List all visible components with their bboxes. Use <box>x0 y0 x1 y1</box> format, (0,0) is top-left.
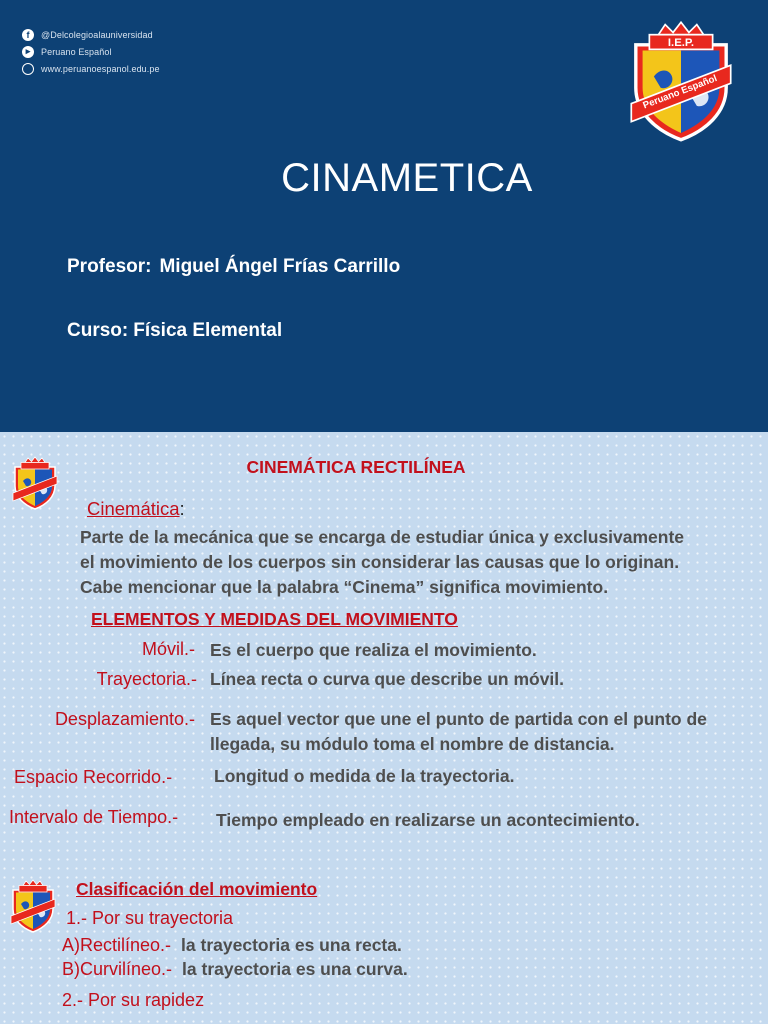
website-link[interactable] <box>22 60 160 77</box>
definition-term: Cinemática <box>87 498 180 519</box>
rectilinear-desc: la trayectoria es una recta. <box>181 935 402 955</box>
facebook-link[interactable] <box>22 26 160 43</box>
curvilinear-label: B)Curvilíneo.- <box>62 959 173 979</box>
term-desplazamiento: Desplazamiento.- <box>54 709 195 729</box>
term-movil: Móvil.- <box>142 639 195 659</box>
definition-line-2: el movimiento de los cuerpos sin considerar las causas que lo originan. <box>80 552 680 572</box>
desc-espacio-recorrido: Longitud o medida de la trayectoria. <box>214 766 515 786</box>
cover-slide <box>0 0 768 432</box>
definition-line-1: Parte de la mecánica que se encarga de estudiar única y exclusivamente <box>80 527 685 547</box>
school-crest-small-bottom <box>8 879 58 933</box>
social-links <box>22 26 160 77</box>
curvilinear-desc: la trayectoria es una curva. <box>182 959 408 979</box>
desc-movil: Es el cuerpo que realiza el movimiento. <box>210 640 537 660</box>
definition-colon: : <box>179 498 185 519</box>
youtube-link[interactable] <box>22 43 160 60</box>
term-intervalo-tiempo: Intervalo de Tiempo.- <box>9 807 179 827</box>
elements-heading: ELEMENTOS Y MEDIDAS DEL MOVIMIENTO <box>91 609 458 629</box>
classification-heading: Clasificación del movimiento <box>76 879 318 899</box>
course-name: Física Elemental <box>133 320 283 341</box>
teacher-label: Profesor: <box>67 256 152 277</box>
youtube-channel: Peruano Español <box>41 46 112 57</box>
course-line <box>67 320 282 342</box>
by-trajectory: 1.- Por su trayectoria <box>66 908 234 928</box>
course-label: Curso: <box>67 320 129 341</box>
desc-trayectoria: Línea recta o curva que describe un móvil. <box>210 669 565 689</box>
desc-desplazamiento-2: llegada, su módulo toma el nombre de distancia. <box>210 734 615 754</box>
rectilinear-line <box>62 935 402 956</box>
crest-banner-text: I.E.P. <box>667 36 695 49</box>
curvilinear-line <box>62 959 408 980</box>
term-trayectoria: Trayectoria.- <box>96 669 197 689</box>
rectilinear-label: A)Rectilíneo.- <box>62 935 172 955</box>
crest-ribbon-text: Peruano Español <box>641 73 719 112</box>
term-espacio-recorrido: Espacio Recorrido.- <box>14 767 173 787</box>
desc-intervalo-tiempo: Tiempo empleado en realizarse un acontecimiento. <box>216 810 640 830</box>
teacher-line <box>67 256 400 278</box>
slide-title: CINAMETICA <box>281 156 533 200</box>
teacher-name: Miguel Ángel Frías Carrillo <box>159 256 401 277</box>
youtube-icon: ▸ <box>22 46 34 58</box>
desc-desplazamiento-1: Es aquel vector que une el punto de partida con el punto de <box>210 709 707 729</box>
content-slide <box>0 432 768 1024</box>
definition-line-3: Cabe mencionar que la palabra “Cinema” significa movimiento. <box>80 577 609 597</box>
globe-icon <box>22 63 34 75</box>
definition-term-line <box>87 498 185 520</box>
by-speed: 2.- Por su rapidez <box>62 990 205 1010</box>
section-heading: CINEMÁTICA RECTILÍNEA <box>246 457 466 477</box>
definition-paragraph <box>80 525 760 600</box>
facebook-icon: f <box>22 29 34 41</box>
school-crest-logo <box>624 20 738 142</box>
website-url: www.peruanoespanol.edu.pe <box>41 63 160 74</box>
facebook-handle: @Delcolegioalauniversidad <box>41 29 153 40</box>
